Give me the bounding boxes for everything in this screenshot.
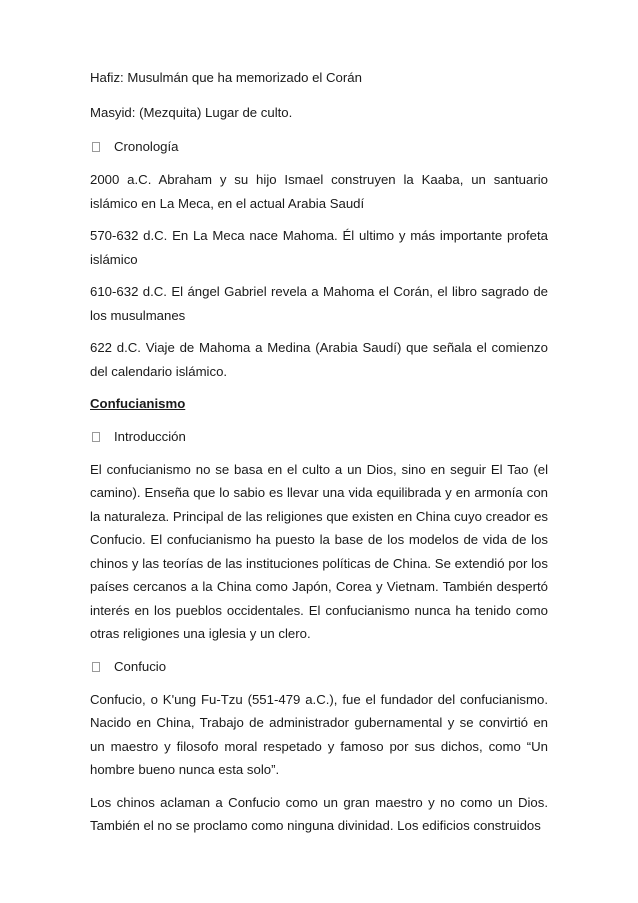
paragraph-chinos: Los chinos aclaman a Confucio como un gran maestro y no como un Dios. También el no se proclamo como ninguna divinidad. Los edificios construidos: [90, 794, 548, 833]
paragraph-2000: 2000 a.C. Abraham y su hijo Ismael construyen la Kaaba, un santuario islámico en La Meca, en el actual Arabia Saudí: [90, 172, 548, 211]
bullet-box-icon: [92, 662, 100, 672]
bullet-label: Confucio: [114, 658, 167, 674]
bullet-box-icon: [92, 432, 100, 442]
bullet-item-introduccion: [90, 425, 548, 449]
section-heading-confucianismo: Confucianismo: [90, 396, 186, 411]
bullet-label: Cronología: [114, 139, 179, 155]
bullet-box-icon: [92, 142, 100, 152]
paragraph-622: 622 d.C. Viaje de Mahoma a Medina (Arabia Saudí) que señala el comienzo del calendario islámico.: [90, 340, 548, 379]
paragraph-hafiz: Hafiz: Musulmán que ha memorizado el Corán: [90, 70, 362, 85]
paragraph-masyid: Masyid: (Mezquita) Lugar de culto.: [90, 104, 293, 120]
bullet-item-confucio: [90, 655, 548, 679]
document-body: [90, 66, 548, 847]
bullet-item-cronologia: [90, 135, 548, 159]
paragraph-610: 610-632 d.C. El ángel Gabriel revela a Mahoma el Corán, el libro sagrado de los musulmanes: [90, 284, 548, 323]
paragraph-570: 570-632 d.C. En La Meca nace Mahoma. Él ultimo y más importante profeta islámico: [90, 228, 548, 267]
paragraph-introduccion: El confucianismo no se basa en el culto a un Dios, sino en seguir El Tao (el camino). Enseña que lo sabio es llevar una vida equilibrada y en armonía con la naturaleza. Principal de las religiones que existen en China cuyo creador es Confucio. El confucianismo ha puesto la base de los modelos de vida de los chinos y las teorías de las instituciones políticas de China. Se extendió por los países cercanos a la China como Japón, Corea y Vietnam. También despertó interés en los pueblos occidentales. El confucianismo nunca ha tenido como otras religiones una iglesia y un clero.: [90, 461, 548, 641]
paragraph-confucio: Confucio, o K'ung Fu-Tzu (551-479 a.C.), fue el fundador del confucianismo. Nacido en China, Trabajo de administrador gubernamental y se convirtió en un maestro y filosofo moral respetado y famoso por sus dichos, como “Un hombre bueno nunca esta solo”.: [90, 691, 548, 777]
bullet-label: Introducción: [114, 428, 186, 444]
